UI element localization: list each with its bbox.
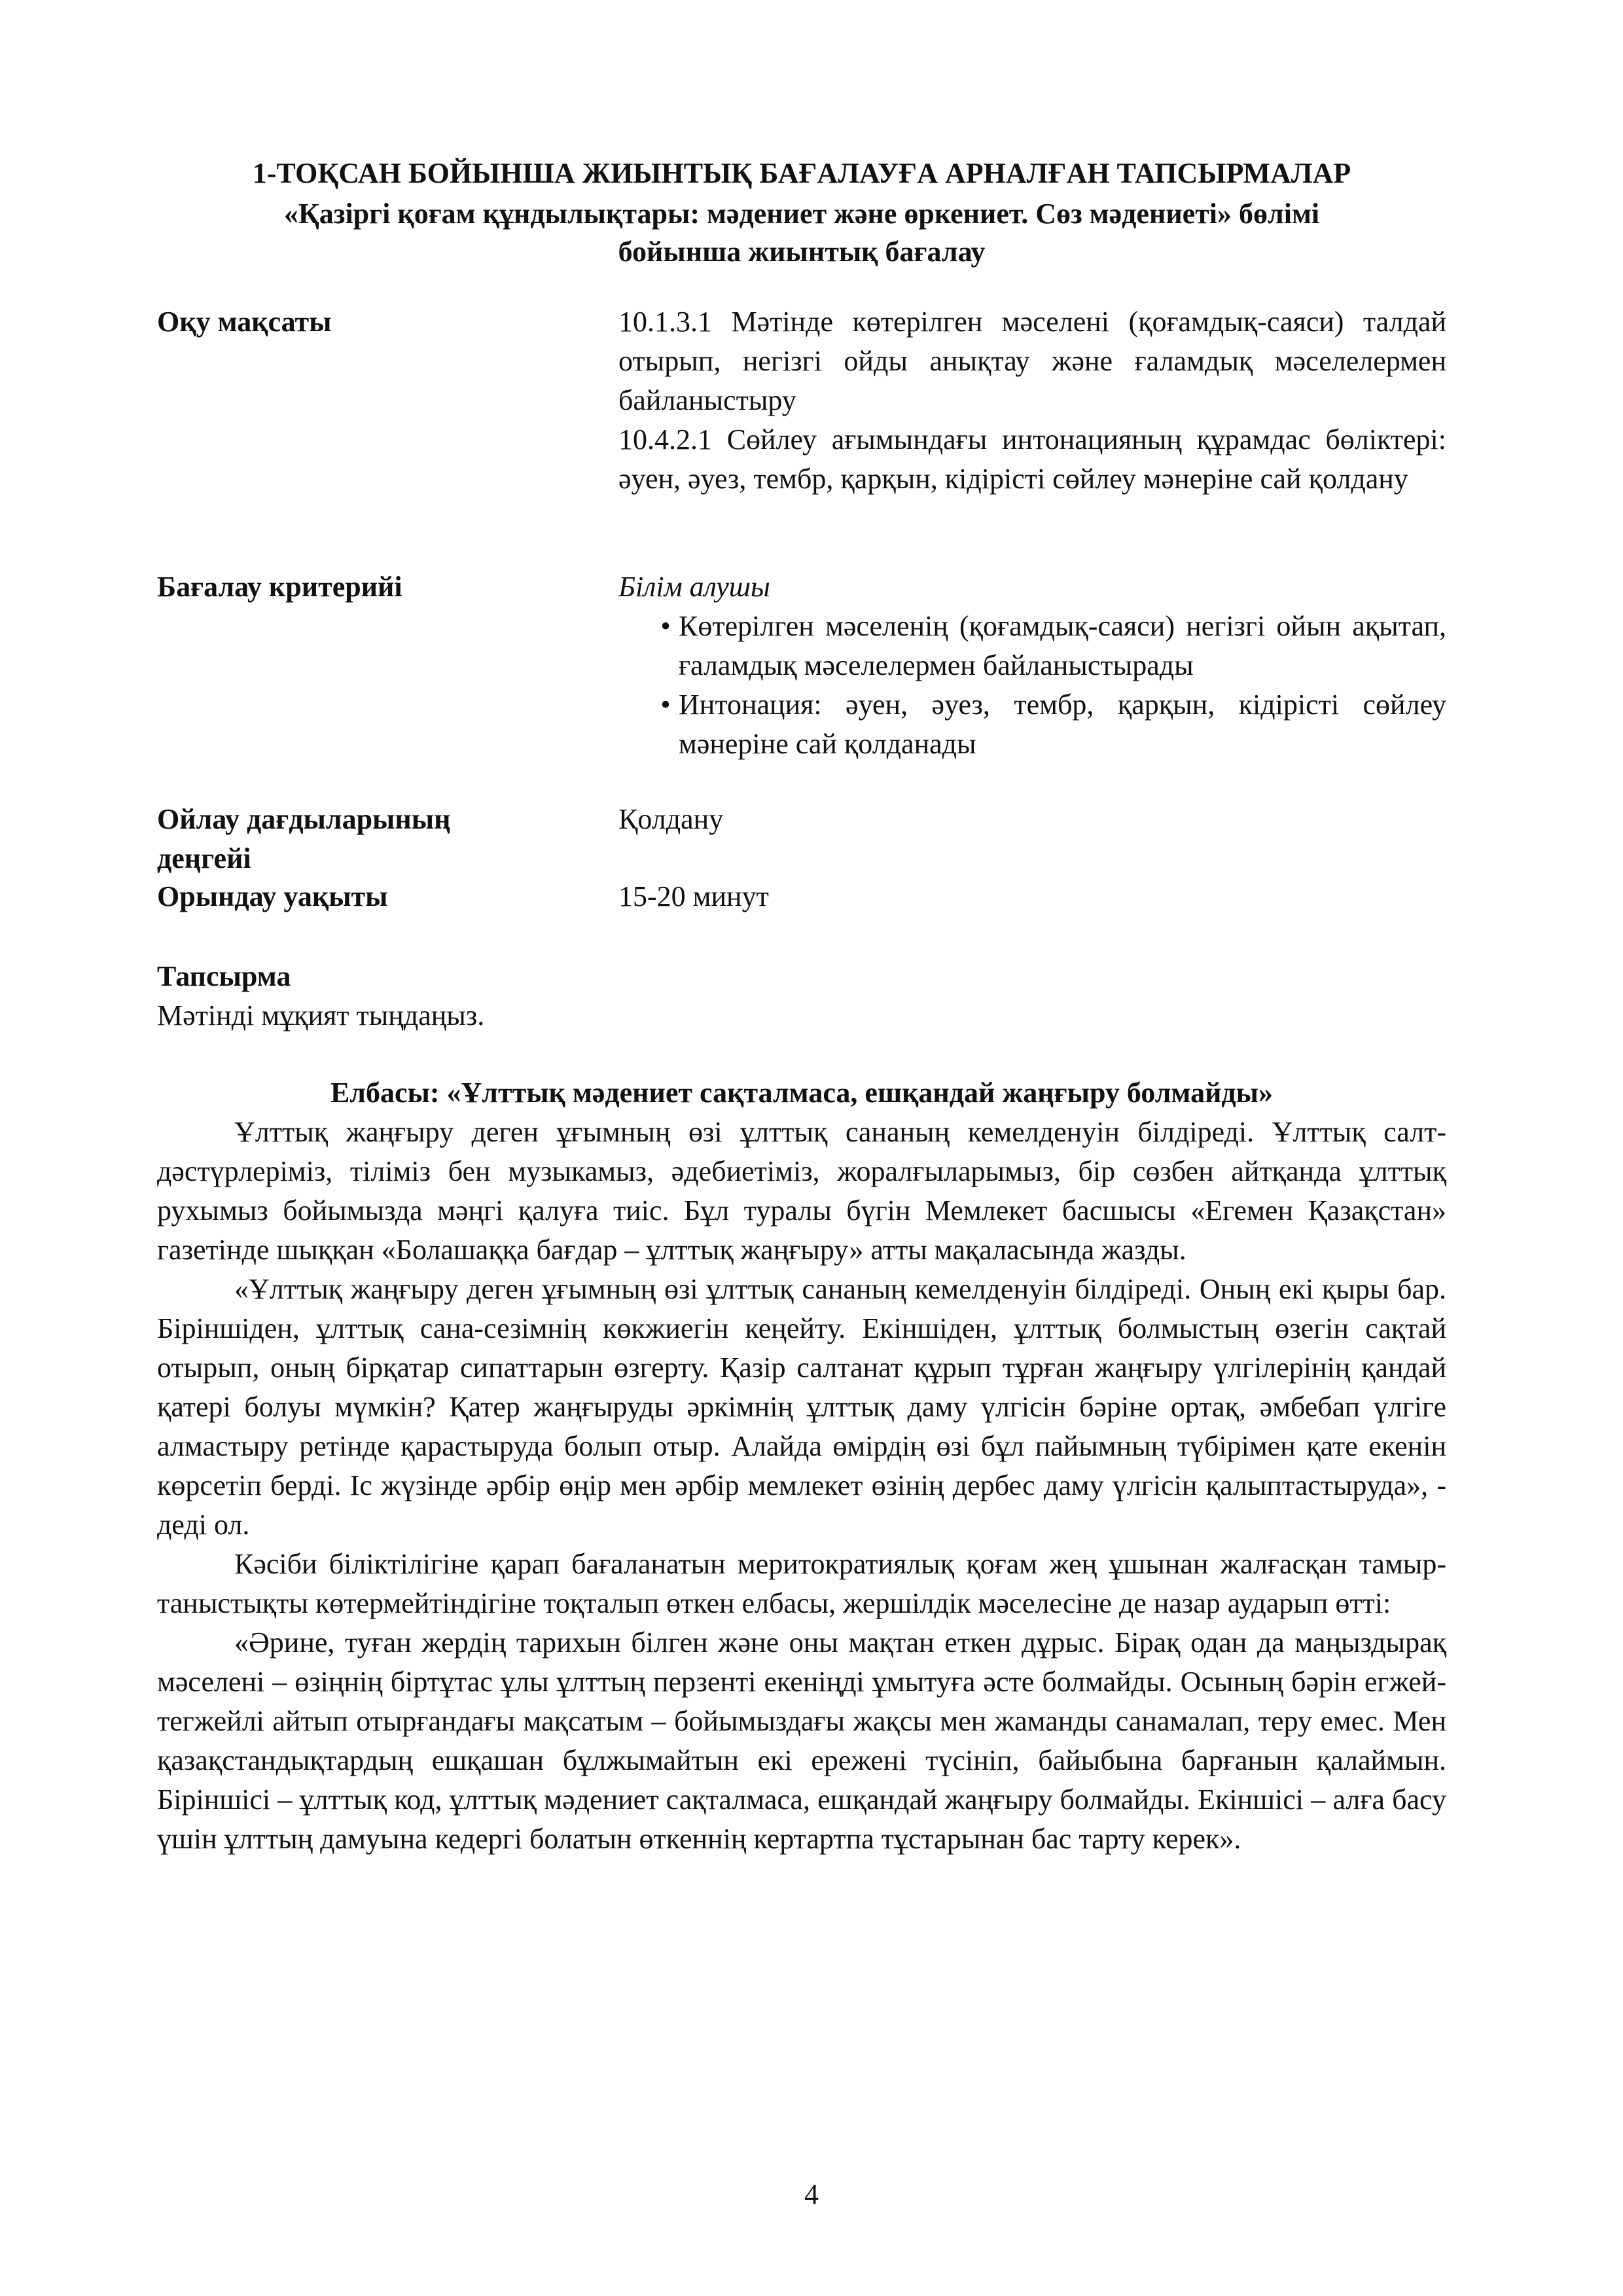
learning-goal-item: 10.1.3.1 Мәтінде көтерілген мәселені (қоғамдық-саяси) талдай отырып, негізгі ойды анықтау және ғаламдық мәселелермен байланыстыру [618, 306, 1446, 416]
criteria-value [618, 567, 1446, 764]
learning-goals-label: Оқу мақсаты [157, 306, 332, 338]
task-title: Тапсырма [157, 960, 291, 992]
task-instruction: Мәтінді мұқият тыңдаңыз. [157, 999, 485, 1031]
thinking-level-value: Қолдану [618, 803, 724, 835]
document-title: 1-ТОҚСАН БОЙЫНША ЖИЫНТЫҚ БАҒАЛАУҒА АРНАЛҒАН ТАПСЫРМАЛАР [252, 157, 1351, 189]
bullet-icon: • [660, 610, 671, 642]
learning-goals-value [618, 302, 1446, 499]
criteria-item [618, 685, 1446, 764]
document-subtitle-line-1: «Қазіргі қоғам құндылықтары: мәдениет және өркениет. Сөз мәдениеті» бөлімі [283, 198, 1320, 230]
document-subtitle-line-2: бойынша жиынтық бағалау [618, 236, 986, 268]
duration-value: 15-20 минут [618, 880, 769, 912]
article-paragraph: Кәсіби біліктілігіне қарап бағаланатын меритократиялық қоғам жең ұшынан жалғасқан тамыр-таныстықты көтермейтіндігіне тоқталып өткен елбасы, жершілдік мәселесіне де назар аударып өтті: [157, 1548, 1446, 1619]
article-paragraph: Ұлттық жаңғыру деген ұғымның өзі ұлттық сананың кемелденуін білдіреді. Ұлттық салт-дәстүрлеріміз, тіліміз бен музыкамыз, әдебиетіміз, жоралғыларымыз, бір сөзбен айтқанда ұлттық рухымыз бойымызда мәңгі қалуға тиіс. Бұл туралы бүгін Мемлекет басшысы «Егемен Қазақстан» газетінде шыққан «Болашаққа бағдар – ұлттық жаңғыру» атты мақаласында жазды. [157, 1116, 1446, 1266]
learning-goal-item: 10.4.2.1 Сөйлеу ағымындағы интонацияның құрамдас бөліктері: әуен, әуез, тембр, қарқын, кідірісті сөйлеу мәнеріне сай қолдану [618, 423, 1446, 495]
page-number: 4 [804, 2178, 819, 2210]
article-paragraph: «Ұлттық жаңғыру деген ұғымның өзі ұлттық сананың кемелденуін білдіреді. Оның екі қыры бар. Біріншіден, ұлттық сана-сезімнің көкжиегін кеңейту. Екіншіден, ұлттық болмыстың өзегін сақтай отырып, оның бірқатар сипаттарын өзгерту. Қазір салтанат құрып тұрған жаңғыру үлгілерінің қандай қатері болуы мүмкін? Қатер жаңғыруды әркімнің ұлттық даму үлгісін бәріне ортақ, әмбебап үлгіге алмастыру ретінде қарастыруда болып отыр. Алайда өмірдің өзі бұл пайымның түбірімен қате екенін көрсетіп берді. Іс жүзінде әрбір өңір мен әрбір мемлекет өзінің дербес даму үлгісін қалыптастыруда», - деді ол. [157, 1273, 1446, 1541]
criteria-intro: Білім алушы [618, 571, 770, 603]
bullet-icon: • [660, 689, 671, 721]
criteria-item-text: Көтерілген мәселенің (қоғамдық-саяси) негізгі ойын ақытап, ғаламдық мәселелермен байланыстырады [679, 610, 1446, 681]
article-paragraph: «Әрине, туған жердің тарихын білген және оны мақтан еткен дұрыс. Бірақ одан да маңыздырақ мәселені – өзіңнің біртұтас ұлы ұлттың перзенті екеніңді ұмытуға әсте болмайды. Осының бәрін егжей-тегжейлі айтып отырғандағы мақсатым – бойымыздағы жақсы мен жаманды санамалап, теру емес. Мен қазақстандықтардың ешқашан бұлжымайтын екі ережені түсініп, байыбына барғанын қалаймын. Біріншісі – ұлттық код, ұлттық мәдениет сақталмаса, ешқандай жаңғыру болмайды. Екіншісі – алға басу үшін ұлттың дамуына кедергі болатын өткеннің кертартпа тұстарынан бас тарту керек». [157, 1626, 1446, 1855]
thinking-level-label-line-2: деңгейі [157, 842, 251, 874]
criteria-item [618, 607, 1446, 685]
criteria-list [618, 607, 1446, 764]
criteria-item-text: Интонация: әуен, әуез, тембр, қарқын, кідірісті сөйлеу мәнеріне сай қолданады [679, 689, 1446, 760]
duration-label: Орындау уақыты [157, 880, 388, 912]
thinking-level-label-line-1: Ойлау дағдыларының [157, 803, 451, 835]
article-body [157, 1113, 1446, 1859]
criteria-label: Бағалау критерийі [157, 571, 402, 603]
article-title: Елбасы: «Ұлттық мәдениет сақталмаса, ешқандай жаңғыру болмайды» [330, 1077, 1274, 1109]
thinking-level-label [157, 800, 550, 878]
